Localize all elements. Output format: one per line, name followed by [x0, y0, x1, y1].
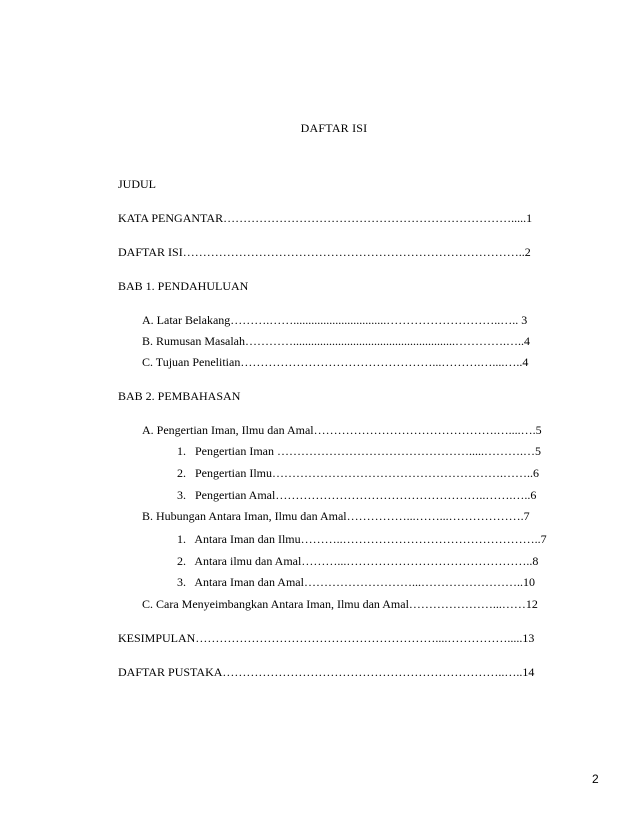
- toc-entry-kata-pengantar: KATA PENGANTAR……………………………………………………………….....1: [118, 211, 533, 225]
- toc-title: DAFTAR ISI: [300, 121, 368, 135]
- toc-entry-iman-ilmu: 1. Antara Iman dan Ilmu………..…………………………………………..7: [177, 532, 547, 546]
- toc-entry-cara-menyeimbangkan: C. Cara Menyeimbangkan Antara Iman, Ilmu dan Amal…………………...……12: [142, 597, 538, 611]
- toc-entry-iman-amal: 3. Antara Iman dan Amal………………………...……………………..10: [177, 575, 535, 589]
- toc-entry-kesimpulan: KESIMPULAN……………………………………………………....…………….....13: [118, 631, 535, 645]
- toc-entry-latar-belakang: A. Latar Belakang……….……...............................………………………..….. 3: [142, 313, 528, 327]
- toc-entry-pengertian-amal: 3. Pengertian Amal……………………………………………..…….…..6: [177, 488, 537, 502]
- toc-entry-daftar-isi: DAFTAR ISI…………………………………………………………………………..2: [118, 245, 531, 259]
- toc-entry-pengertian: A. Pengertian Iman, Ilmu dan Amal……………………………………….…....….5: [142, 423, 542, 437]
- toc-entry-bab-2: BAB 2. PEMBAHASAN: [118, 389, 241, 403]
- toc-entry-tujuan-penelitian: C. Tujuan Penelitian…………………………………………...……….…....…..4: [142, 355, 529, 369]
- toc-entry-judul: JUDUL: [118, 177, 156, 191]
- toc-entry-daftar-pustaka: DAFTAR PUSTAKA……………………………………………………………..…..14: [118, 665, 535, 679]
- toc-entry-hubungan: B. Hubungan Antara Iman, Ilmu dan Amal……………...……...……………….7: [142, 509, 530, 523]
- toc-entry-ilmu-amal: 2. Antara ilmu dan Amal………...………………………………………..8: [177, 554, 539, 568]
- toc-entry-rumusan-masalah: B. Rumusan Masalah…………......................................................………….…..4: [142, 334, 530, 348]
- toc-entry-pengertian-iman: 1. Pengertian Iman ………………………………………….....……….…5: [177, 444, 541, 458]
- toc-entry-bab-1: BAB 1. PENDAHULUAN: [118, 279, 249, 293]
- page-number: 2: [592, 772, 599, 786]
- toc-entry-pengertian-ilmu: 2. Pengertian Ilmu………………………………………………….……..6: [177, 466, 539, 480]
